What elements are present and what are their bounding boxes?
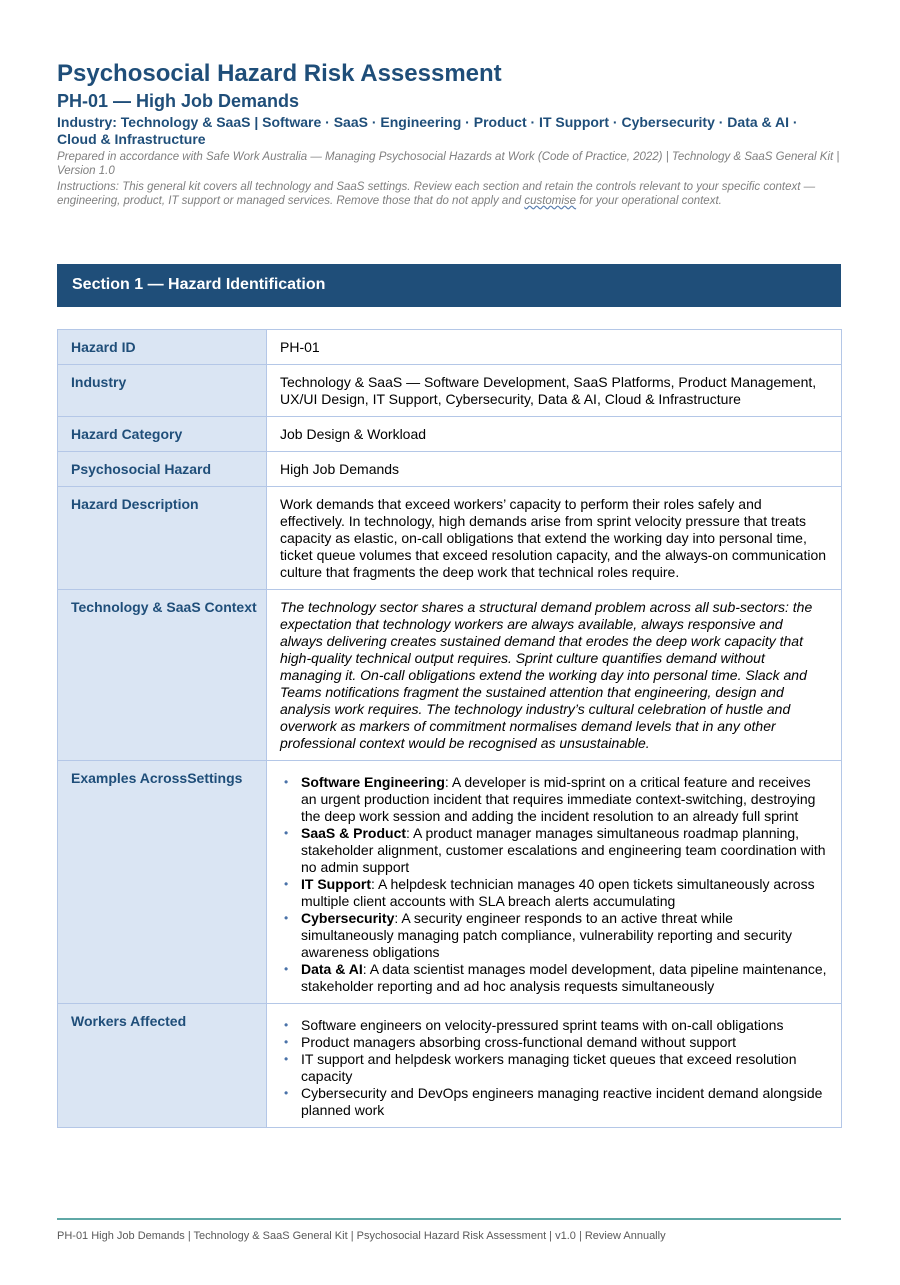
list-item bbox=[284, 1034, 829, 1051]
bullet-icon: • bbox=[284, 1035, 289, 1049]
workers-affected-value bbox=[267, 1004, 842, 1128]
page-footer: PH-01 High Job Demands | Technology & SaaS General Kit | Psychosocial Hazard Risk Assessment | v1.0 | Review Annually bbox=[57, 1230, 666, 1242]
workers-list bbox=[280, 1013, 829, 1119]
row-label: Psychosocial Hazard bbox=[58, 452, 267, 487]
row-label: Technology & SaaS Context bbox=[58, 590, 267, 761]
worker-group: IT support and helpdesk workers managing ticket queues that exceed resolution capacity bbox=[301, 1051, 797, 1084]
table-row bbox=[58, 452, 842, 487]
prepared-line: Prepared in accordance with Safe Work Australia — Managing Psychosocial Hazards at Work (Code of Practice, 2022) | Technology & SaaS General Kit | Version 1.0 bbox=[57, 151, 840, 177]
row-label: Workers Affected bbox=[58, 1004, 267, 1128]
industry-value: Technology & SaaS — Software Development, SaaS Platforms, Product Management, UX/UI Design, IT Support, Cybersecurity, Data & AI, Cloud & Infrastructure bbox=[267, 365, 842, 417]
example-text: : A product manager manages simultaneous roadmap planning, stakeholder alignment, customer escalations and engineering team coordination with no admin support bbox=[301, 825, 826, 875]
setting-name: SaaS & Product bbox=[301, 825, 407, 841]
table-row bbox=[58, 590, 842, 761]
row-label: Hazard ID bbox=[58, 330, 267, 365]
hazard-identification-table bbox=[57, 329, 842, 1128]
list-item bbox=[284, 1085, 829, 1119]
setting-name: Cybersecurity bbox=[301, 910, 395, 926]
setting-name: Data & AI bbox=[301, 961, 363, 977]
bullet-icon: • bbox=[284, 1018, 289, 1032]
list-item bbox=[284, 774, 829, 825]
example-text: : A helpdesk technician manages 40 open tickets simultaneously across multiple client accounts with SLA breach alerts accumulating bbox=[301, 876, 815, 909]
bullet-icon: • bbox=[284, 962, 289, 976]
example-text: : A data scientist manages model development, data pipeline maintenance, stakeholder reporting and ad hoc analysis requests simultaneously bbox=[301, 961, 827, 994]
instructions-spelling-flag: customise bbox=[524, 195, 577, 207]
table-row bbox=[58, 487, 842, 590]
bullet-icon: • bbox=[284, 775, 289, 789]
bullet-icon: • bbox=[284, 1086, 289, 1100]
instructions-text-1: Instructions: This general kit covers all technology and SaaS settings. Review each section and retain the controls relevant to your specific context — engineering, product, IT support or managed services. Remove those that do not apply and bbox=[57, 181, 816, 207]
bullet-icon: • bbox=[284, 911, 289, 925]
list-item bbox=[284, 910, 829, 961]
list-item bbox=[284, 1051, 829, 1085]
list-item bbox=[284, 825, 829, 876]
hazard-id-value: PH-01 bbox=[267, 330, 842, 365]
table-row bbox=[58, 761, 842, 1004]
row-label: Industry bbox=[58, 365, 267, 417]
example-text: : A developer is mid-sprint on a critical feature and receives an urgent production incident that requires immediate context-switching, destroying the deep work session and adding the incident resolution to an already full sprint bbox=[301, 774, 816, 824]
row-label: Hazard Category bbox=[58, 417, 267, 452]
document-title: Psychosocial Hazard Risk Assessment bbox=[57, 60, 502, 87]
row-label: Hazard Description bbox=[58, 487, 267, 590]
worker-group: Product managers absorbing cross-functional demand without support bbox=[301, 1034, 737, 1050]
list-item bbox=[284, 1017, 829, 1034]
worker-group: Software engineers on velocity-pressured sprint teams with on-call obligations bbox=[301, 1017, 784, 1033]
context-value: The technology sector shares a structural demand problem across all sub-sectors: the expectation that technology workers are always available, always responsive and always delivering creates sustained demand that erodes the deep work capacity that high-quality technical output requires. Sprint culture quantifies demand without managing it. On-call obligations extend the working day into personal time. Slack and Teams notifications fragment the sustained attention that engineering, design and analysis work requires. The technology industry’s cultural celebration of hustle and overwork as markers of commitment normalises demand levels that in any other professional context would be recognised as unsustainable. bbox=[267, 590, 842, 761]
table-row bbox=[58, 365, 842, 417]
worker-group: Cybersecurity and DevOps engineers managing reactive incident demand alongside planned work bbox=[301, 1085, 823, 1118]
section-header: Section 1 — Hazard Identification bbox=[57, 264, 841, 307]
instructions bbox=[57, 180, 841, 208]
bullet-icon: • bbox=[284, 1052, 289, 1066]
psychosocial-hazard-value: High Job Demands bbox=[267, 452, 842, 487]
examples-value bbox=[267, 761, 842, 1004]
table-row bbox=[58, 417, 842, 452]
setting-name: Software Engineering bbox=[301, 774, 445, 790]
category-value: Job Design & Workload bbox=[267, 417, 842, 452]
row-label: Examples AcrossSettings bbox=[58, 761, 267, 1004]
table-row bbox=[58, 1004, 842, 1128]
list-item bbox=[284, 876, 829, 910]
description-value: Work demands that exceed workers’ capacity to perform their roles safely and effectively. In technology, high demands arise from sprint velocity pressure that treats capacity as elastic, on-call obligations that extend the working day into personal time, ticket queue volumes that exceed resolution capacity, and the always-on communication culture that fragments the deep work that technical roles require. bbox=[267, 487, 842, 590]
footer-divider bbox=[57, 1218, 841, 1220]
hazard-subtitle: PH-01 — High Job Demands bbox=[57, 91, 300, 111]
examples-list bbox=[280, 770, 829, 995]
bullet-icon: • bbox=[284, 877, 289, 891]
list-item bbox=[284, 961, 829, 995]
instructions-text-2: for your operational context. bbox=[576, 195, 722, 207]
example-text: : A security engineer responds to an active threat while simultaneously managing patch compliance, vulnerability reporting and security awareness obligations bbox=[301, 910, 793, 960]
industry-line: Industry: Technology & SaaS | Software · SaaS · Engineering · Product · IT Support · Cybersecurity · Data & AI · Cloud & Infrastructure bbox=[57, 114, 798, 147]
document-header bbox=[57, 60, 841, 208]
table-row bbox=[58, 330, 842, 365]
bullet-icon: • bbox=[284, 826, 289, 840]
setting-name: IT Support bbox=[301, 876, 371, 892]
